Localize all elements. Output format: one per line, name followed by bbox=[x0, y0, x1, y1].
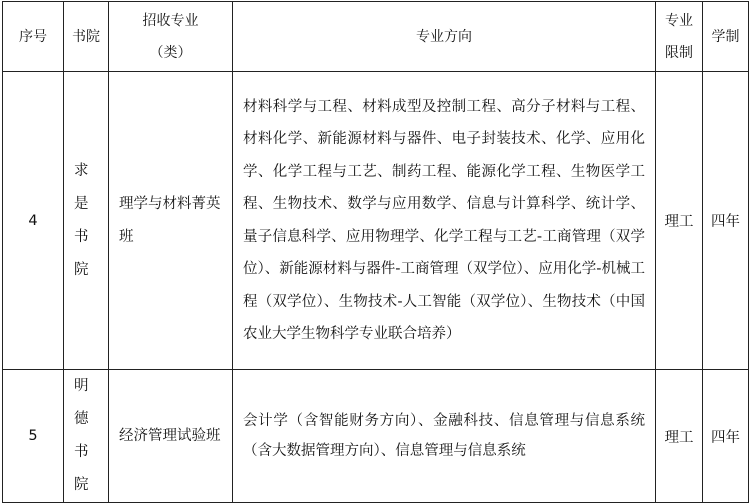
cell-major: 经济管理试验班 bbox=[109, 370, 233, 503]
header-restriction-line2: 限制 bbox=[665, 44, 693, 61]
cell-direction: 会计学（含智能财务方向）、金融科技、信息管理与信息系统（含大数据管理方向）、信息管理与信息系统 bbox=[233, 370, 656, 503]
header-direction: 专业方向 bbox=[233, 2, 656, 72]
header-college: 书院 bbox=[64, 2, 109, 72]
cell-duration: 四年 bbox=[703, 370, 749, 503]
header-major-line2: （类） bbox=[149, 44, 192, 61]
header-restriction-line1: 专业 bbox=[665, 12, 693, 29]
cell-direction: 材料科学与工程、材料成型及控制工程、高分子材料与工程、材料化学、新能源材料与器件、电子封装技术、化学、应用化学、化学工程与工艺、制药工程、能源化学工程、生物医学工程、生物技术、数学与应用数学、信息与计算科学、统计学、量子信息科学、应用物理学、化学工程与工艺-工商管理（双学位）、新能源材料与器件-工商管理（双学位）、应用化学-机械工程（双学位）、生物技术-人工智能（双学位）、生物技术（中国农业大学生物科学专业联合培养） bbox=[233, 72, 656, 370]
header-major-line1: 招收专业 bbox=[142, 12, 199, 29]
table-row bbox=[3, 370, 749, 503]
cell-college: 明德书院 bbox=[64, 370, 109, 503]
header-major bbox=[109, 2, 233, 72]
table-row bbox=[3, 72, 749, 370]
cell-restriction: 理工 bbox=[656, 72, 703, 370]
header-seq: 序号 bbox=[3, 2, 64, 72]
header-duration: 学制 bbox=[703, 2, 749, 72]
cell-major: 理学与材料菁英班 bbox=[109, 72, 233, 370]
cell-duration: 四年 bbox=[703, 72, 749, 370]
cell-college: 求是书院 bbox=[64, 72, 109, 370]
cell-restriction: 理工 bbox=[656, 370, 703, 503]
cell-seq: 5 bbox=[3, 370, 64, 503]
table-header-row bbox=[3, 2, 749, 72]
header-restriction bbox=[656, 2, 703, 72]
cell-seq: 4 bbox=[3, 72, 64, 370]
enrollment-table bbox=[2, 1, 749, 503]
